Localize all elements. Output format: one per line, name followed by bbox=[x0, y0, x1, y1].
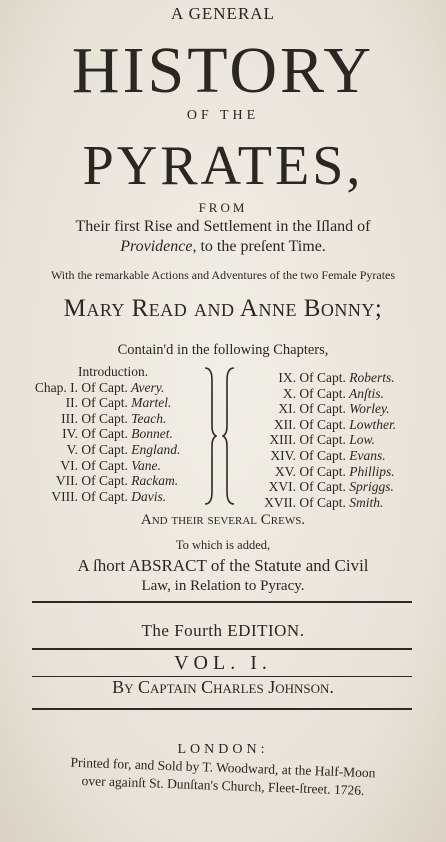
which-is-added: To which is added, bbox=[175, 538, 271, 552]
imprint-city: LONDON: bbox=[177, 742, 269, 757]
rule-divider bbox=[32, 601, 412, 603]
chapter-prefix: Of Capt. bbox=[296, 385, 346, 401]
captain-name: Roberts. bbox=[345, 370, 395, 385]
chapter-row bbox=[250, 464, 430, 480]
captain-name: Spriggs. bbox=[345, 479, 394, 495]
captain-name: Lowther. bbox=[345, 416, 397, 432]
abstract-line1: A ſhort ABSRACT of the Statute and Civil bbox=[77, 556, 369, 575]
chapter-row bbox=[28, 442, 188, 458]
chapter-prefix: Of Capt. bbox=[78, 457, 128, 473]
chapter-row bbox=[250, 417, 430, 433]
subtitle-line2 bbox=[0, 238, 446, 256]
chapter-number: Chap. I. bbox=[34, 379, 78, 395]
chapter-prefix: Of Capt. bbox=[296, 479, 346, 495]
captain-name: Phillips. bbox=[345, 463, 395, 479]
chapter-number: II. bbox=[65, 395, 78, 411]
chapter-prefix: Of Capt. bbox=[296, 432, 346, 448]
chapter-row bbox=[250, 448, 430, 464]
subtitle-line1: Their first Rise and Settlement in the Iſland of bbox=[75, 218, 371, 235]
chapter-row bbox=[250, 495, 430, 511]
captain-name: Davis. bbox=[127, 488, 167, 504]
author-line: By Captain Charles Johnson. bbox=[112, 677, 334, 697]
captain-name: Anſtis. bbox=[345, 385, 384, 401]
chapters-left-column bbox=[28, 364, 188, 504]
title-a-general: A GENERAL bbox=[171, 4, 275, 23]
chapter-prefix: Of Capt. bbox=[296, 370, 346, 385]
providence-text: Providence bbox=[120, 238, 193, 255]
from-label: FROM bbox=[198, 200, 248, 215]
chapter-row bbox=[28, 458, 188, 474]
chapter-prefix: Of Capt. bbox=[78, 473, 128, 489]
captain-name: Worley. bbox=[345, 401, 390, 417]
chapter-number: VIII. bbox=[51, 488, 78, 504]
title-pyrates: PYRATES, bbox=[82, 135, 364, 197]
captain-name: Bonnet. bbox=[127, 426, 173, 442]
chapter-row bbox=[28, 411, 188, 427]
chapter-prefix: Of Capt. bbox=[78, 410, 128, 426]
chapter-number: XIV. bbox=[270, 447, 296, 463]
chapter-number: XVII. bbox=[264, 494, 296, 510]
captain-name: Martel. bbox=[127, 395, 172, 411]
captain-name: England. bbox=[127, 441, 181, 457]
chapters-right-column bbox=[250, 370, 430, 510]
chapter-prefix: Of Capt. bbox=[296, 401, 346, 417]
female-pyrates-names: Mary Read and Anne Bonny; bbox=[63, 295, 383, 322]
captain-name: Smith. bbox=[345, 494, 384, 510]
edition-text: The Fourth EDITION. bbox=[141, 621, 305, 640]
chapter-row bbox=[28, 395, 188, 411]
chapter-row bbox=[250, 386, 430, 402]
imprint-line2: over againſt St. Dunſtan's Church, Fleet-ſtreet. 1726. bbox=[81, 773, 365, 798]
captain-name: Teach. bbox=[127, 410, 167, 426]
present-time-text: , to the preſent Time. bbox=[192, 238, 326, 255]
chapter-row bbox=[28, 364, 188, 380]
abstract-line2: Law, in Relation to Pyracy. bbox=[141, 578, 305, 594]
chapter-prefix: Of Capt. bbox=[296, 494, 346, 510]
volume-text: VOL. I. bbox=[174, 652, 272, 674]
chapter-row bbox=[28, 426, 188, 442]
captain-name: Avery. bbox=[127, 379, 165, 395]
chapter-number: IX. bbox=[278, 370, 296, 385]
chapter-number: XIII. bbox=[269, 432, 296, 448]
left-brace-icon bbox=[203, 366, 217, 506]
chapter-prefix: Of Capt. bbox=[78, 379, 128, 395]
chapter-prefix: Of Capt. bbox=[296, 447, 346, 463]
rule-divider bbox=[32, 648, 412, 650]
chapter-number: X. bbox=[282, 385, 296, 401]
chapter-number: XV. bbox=[274, 463, 296, 479]
remarkable-actions-line: With the remarkable Actions and Adventures of the two Female Pyrates bbox=[50, 268, 396, 282]
chapter-prefix: Of Capt. bbox=[78, 488, 128, 504]
captain-name: Low. bbox=[345, 432, 375, 448]
chapter-prefix: Of Capt. bbox=[78, 426, 128, 442]
chapter-number: VI. bbox=[60, 457, 78, 473]
captain-name: Evans. bbox=[345, 447, 386, 463]
captain-name: Vane. bbox=[127, 457, 161, 473]
crews-line: And their ſeveral Crews. bbox=[140, 512, 306, 528]
chapter-number: XVI. bbox=[268, 479, 296, 495]
chapter-prefix: Of Capt. bbox=[296, 463, 346, 479]
title-of-the: OF THE bbox=[186, 108, 260, 123]
chapter-number: IV. bbox=[62, 426, 78, 442]
chapter-row bbox=[250, 432, 430, 448]
chapter-number: XI. bbox=[278, 401, 296, 417]
chapter-row bbox=[250, 479, 430, 495]
chapter-number: VII. bbox=[55, 473, 78, 489]
chapter-prefix: Introduction. bbox=[78, 364, 149, 379]
chapter-row bbox=[28, 489, 188, 505]
chapter-row bbox=[250, 401, 430, 417]
right-brace-icon bbox=[222, 366, 236, 506]
chapter-row bbox=[28, 473, 188, 489]
captain-name: Rackam. bbox=[127, 473, 179, 489]
title-history: HISTORY bbox=[71, 34, 375, 107]
chapter-prefix: Of Capt. bbox=[78, 441, 128, 457]
rule-divider bbox=[32, 708, 412, 710]
chapter-number: XII. bbox=[273, 416, 296, 432]
contents-heading: Contain'd in the following Chapters, bbox=[117, 342, 329, 358]
chapter-prefix: Of Capt. bbox=[78, 395, 128, 411]
chapter-number: III. bbox=[61, 410, 78, 426]
chapter-prefix: Of Capt. bbox=[296, 416, 346, 432]
chapter-number: V. bbox=[66, 441, 78, 457]
chapter-row bbox=[28, 380, 188, 396]
imprint-line1: Printed for, and Sold by T. Woodward, at the Half-Moon bbox=[70, 754, 376, 781]
chapter-row bbox=[250, 370, 430, 386]
